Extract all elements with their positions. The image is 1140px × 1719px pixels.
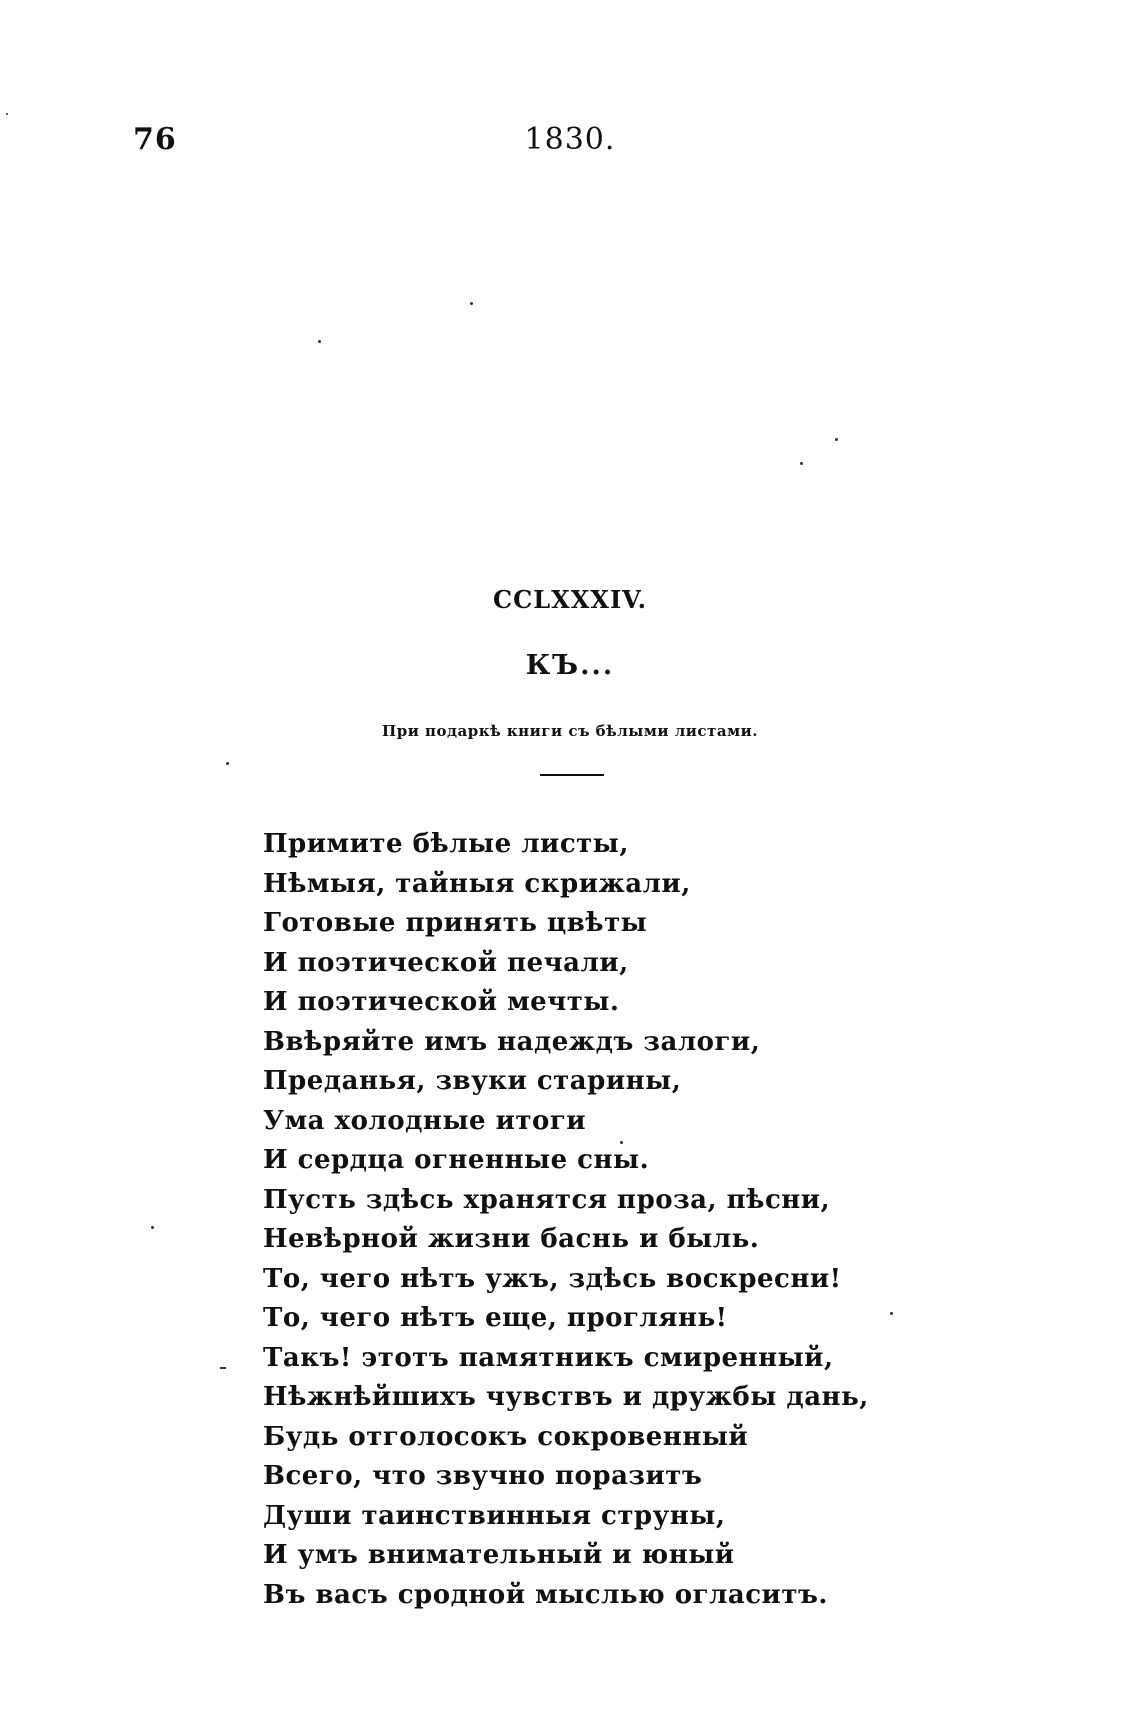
verse-line: То, чего нѣтъ ужъ, здѣсь воскресни!: [263, 1263, 842, 1294]
verse-line: И поэтической печали,: [263, 947, 629, 978]
verse-line: И умъ внимательный и юный: [263, 1540, 735, 1570]
scan-speck: [470, 302, 473, 305]
verse-line: Готовые принять цвѣты: [263, 908, 648, 938]
page-number: 76: [133, 122, 177, 157]
scan-speck: [151, 1226, 154, 1229]
verse-line: Пусть здѣсь хранятся проза, пѣсни,: [263, 1184, 831, 1215]
poem-verse: [263, 825, 869, 1615]
verse-line: Такъ! этотъ памятникъ смиренный,: [263, 1342, 834, 1373]
scan-speck: [318, 340, 321, 343]
verse-line: Ума холодные итоги: [263, 1105, 587, 1136]
scan-speck: [220, 1367, 226, 1369]
verse-line: Будь отголосокъ сокровенный: [263, 1421, 749, 1452]
verse-line: Души таинствинныя струны,: [263, 1500, 726, 1531]
verse-line: Примите бѣлые листы,: [263, 829, 629, 859]
verse-line: Преданья, звуки старины,: [263, 1066, 682, 1096]
poem-dedication: При подаркѣ книги съ бѣлыми листами.: [382, 722, 758, 740]
scan-speck: [620, 1141, 623, 1144]
scan-speck: [890, 1312, 893, 1315]
verse-line: Всего, что звучно поразитъ: [263, 1461, 703, 1491]
scan-speck: [800, 462, 803, 465]
verse-line: То, чего нѣтъ еще, проглянь!: [263, 1303, 728, 1333]
scan-speck: [835, 438, 838, 441]
scan-speck: [226, 762, 229, 765]
poem-title: КЪ...: [525, 650, 615, 681]
poem-number: CCLXXXIV.: [493, 585, 647, 614]
scan-speck: [6, 113, 8, 115]
verse-line: И поэтической мечты.: [263, 987, 620, 1017]
verse-line: Невѣрной жизни баснь и быль.: [263, 1224, 760, 1254]
verse-line: Въ васъ сродной мыслью огласитъ.: [263, 1579, 828, 1610]
running-head: 1830.: [524, 122, 616, 157]
verse-line: Нѣмыя, тайныя скрижали,: [263, 868, 691, 899]
verse-line: Ввѣряйте имъ надеждъ залоги,: [263, 1026, 761, 1057]
verse-line: И сердца огненные сны.: [263, 1145, 650, 1175]
verse-line: Нѣжнѣйшихъ чувствъ и дружбы дань,: [263, 1382, 869, 1412]
section-divider: [540, 774, 604, 776]
